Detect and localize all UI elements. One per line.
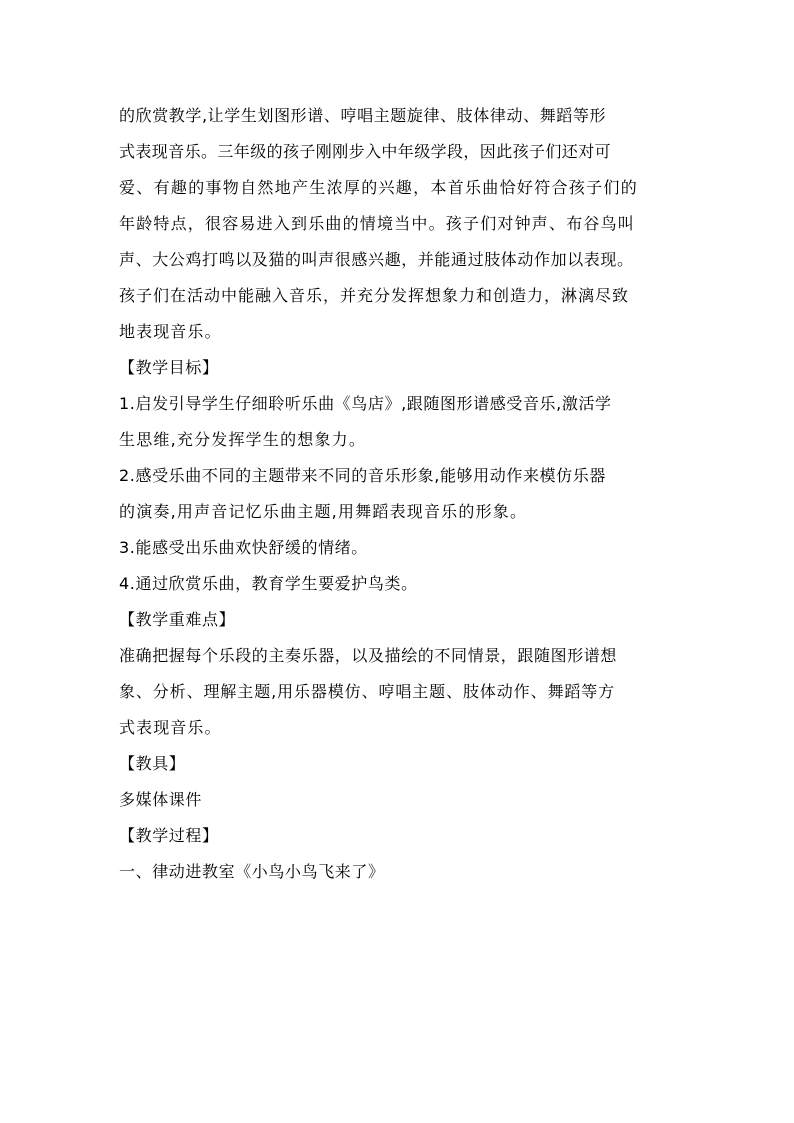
section-heading-key-difficulties: 【教学重难点】 bbox=[119, 610, 236, 629]
paragraph-line: 多媒体课件 bbox=[119, 790, 203, 809]
goal-item-4: 4.通过欣赏乐曲，教育学生要爱护鸟类。 bbox=[119, 574, 418, 593]
paragraph-line: 年龄特点，很容易进入到乐曲的情境当中。孩子们对钟声、布谷鸟叫 bbox=[119, 214, 636, 233]
goal-item-1-continued: 生思维,充分发挥学生的想象力。 bbox=[119, 430, 367, 449]
goal-item-2: 2.感受乐曲不同的主题带来不同的音乐形象,能够用动作来模仿乐器 bbox=[119, 466, 606, 485]
section-heading-teaching-aids: 【教具】 bbox=[119, 754, 186, 773]
paragraph-line: 准确把握每个乐段的主奏乐器，以及描绘的不同情景，跟随图形谱想 bbox=[119, 646, 618, 665]
paragraph-line: 爱、有趣的事物自然地产生浓厚的兴趣，本首乐曲恰好符合孩子们的 bbox=[119, 178, 639, 197]
paragraph-line: 象、分析、理解主题,用乐器模仿、哼唱主题、肢体动作、舞蹈等方 bbox=[119, 682, 616, 701]
process-step-1: 一、律动进教室《小鸟小鸟飞来了》 bbox=[119, 862, 385, 881]
document-body bbox=[119, 98, 679, 890]
goal-item-1: 1.启发引导学生仔细聆听乐曲《鸟店》,跟随图形谱感受音乐,激活学 bbox=[119, 394, 612, 413]
section-heading-teaching-goals: 【教学目标】 bbox=[119, 358, 219, 377]
paragraph-line: 的欣赏教学,让学生划图形谱、哼唱主题旋律、肢体律动、舞蹈等形 bbox=[119, 106, 607, 125]
section-heading-teaching-process: 【教学过程】 bbox=[119, 826, 219, 845]
paragraph-line: 式表现音乐。三年级的孩子刚刚步入中年级学段，因此孩子们还对可 bbox=[119, 142, 612, 161]
goal-item-3: 3.能感受出乐曲欢快舒缓的情绪。 bbox=[119, 538, 368, 557]
paragraph-line: 孩子们在活动中能融入音乐，并充分发挥想象力和创造力，淋漓尽致 bbox=[119, 286, 630, 305]
paragraph-line: 声、大公鸡打鸣以及猫的叫声很感兴趣，并能通过肢体动作加以表现。 bbox=[119, 250, 634, 269]
paragraph-line: 地表现音乐。 bbox=[119, 322, 222, 341]
paragraph-line: 式表现音乐。 bbox=[119, 718, 222, 737]
goal-item-2-continued: 的演奏,用声音记忆乐曲主题,用舞蹈表现音乐的形象。 bbox=[119, 502, 528, 521]
